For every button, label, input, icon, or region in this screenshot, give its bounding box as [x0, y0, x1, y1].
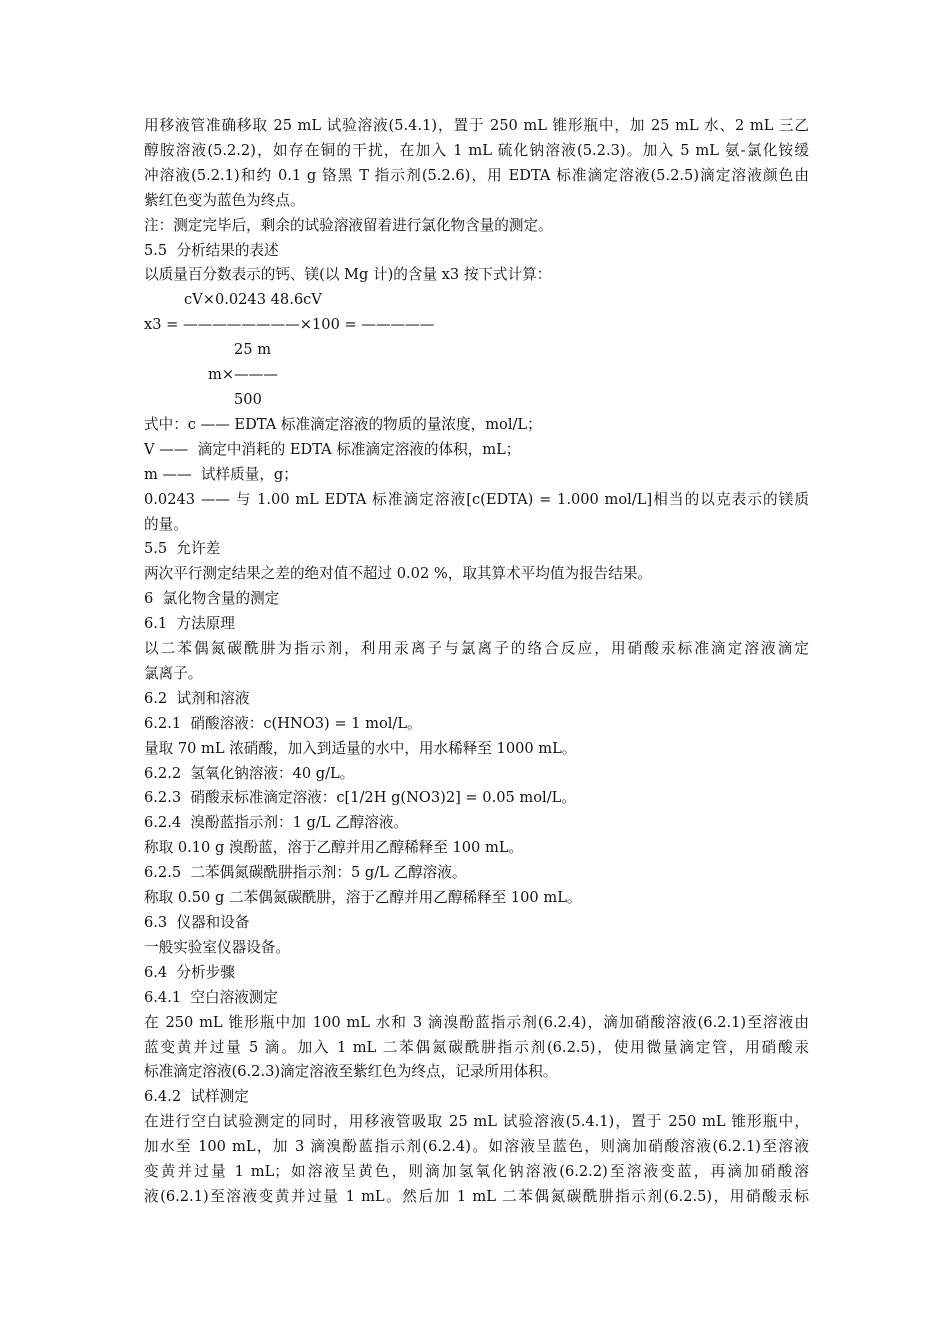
section-heading-5-5-results: 5.5 分析结果的表述 [144, 241, 279, 259]
reagent-6-2-1: 6.2.1 硝酸溶液：c(HNO3) = 1 mol/L。 [144, 714, 422, 732]
text-line: 以二苯偶氮碳酰肼为指示剂，利用汞离子与氯离子的络合反应，用硝酸汞标准滴定溶液滴定 [144, 640, 809, 658]
paragraph-blank-test [144, 1011, 809, 1086]
formula-numerator: cV×0.0243 48.6cV [184, 291, 322, 309]
reagent-6-2-3: 6.2.3 硝酸汞标准滴定溶液：c[1/2H g(NO3)2] = 0.05 mol/L。 [144, 789, 576, 807]
formula-block [144, 288, 809, 413]
text-line: 冲溶液(5.2.1)和约 0.1 g 铬黑 T 指示剂(5.2.6)，用 EDTA 标准滴定溶液(5.2.5)滴定溶液颜色由 [144, 166, 809, 184]
definition-line: m —— 试样质量，g； [144, 465, 298, 483]
formula-equation: x3 = ————————×100 = ————— [144, 316, 435, 334]
text-line: 氯离子。 [144, 664, 203, 682]
definition-line: V —— 滴定中消耗的 EDTA 标准滴定溶液的体积，mL； [144, 440, 521, 458]
reagent-6-2-1-prep: 量取 70 mL 浓硝酸，加入到适量的水中，用水稀释至 1000 mL。 [144, 739, 577, 757]
text-line: 紫红色变为蓝色为终点。 [144, 191, 305, 209]
definition-line: 式中：c —— EDTA 标准滴定溶液的物质的量浓度，mol/L； [144, 415, 542, 433]
reagent-6-2-4: 6.2.4 溴酚蓝指示剂：1 g/L 乙醇溶液。 [144, 814, 409, 832]
note-text: 注：测定完毕后，剩余的试验溶液留着进行氯化物含量的测定。 [144, 216, 553, 234]
formula-denominator-top: 25 m [234, 341, 272, 359]
formula-denominator-mid: m×——— [208, 366, 278, 384]
text-line: 蓝变黄并过量 5 滴。加入 1 mL 二苯偶氮碳酰肼指示剂(6.2.5)，使用微量滴定管，用硝酸汞 [144, 1038, 809, 1056]
section-heading-6-4-2: 6.4.2 试样测定 [144, 1088, 249, 1106]
variable-definitions [144, 413, 809, 538]
text-line: 用移液管准确移取 25 mL 试验溶液(5.4.1)，置于 250 mL 锥形瓶中，加 25 mL 水、2 mL 三乙 [144, 117, 809, 134]
reagent-6-2-5: 6.2.5 二苯偶氮碳酰肼指示剂：5 g/L 乙醇溶液。 [144, 864, 467, 882]
section-heading-6-1: 6.1 方法原理 [144, 615, 235, 633]
calculation-intro: 以质量百分数表示的钙、镁(以 Mg 计)的含量 x3 按下式计算： [144, 266, 552, 284]
section-heading-6-3: 6.3 仪器和设备 [144, 914, 250, 931]
paragraph-titration-procedure [144, 114, 809, 214]
definition-line: 0.0243 —— 与 1.00 mL EDTA 标准滴定溶液[c(EDTA) = 1.000 mol/L]相当的以克表示的镁质 [144, 490, 809, 508]
text-line: 在进行空白试验测定的同时，用移液管吸取 25 mL 试验溶液(5.4.1)，置于 250 mL 锥形瓶中， [144, 1113, 809, 1131]
text-line: 变黄并过量 1 mL；如溶液呈黄色，则滴加氢氧化钠溶液(6.2.2)至溶液变蓝，再滴加硝酸溶 [144, 1163, 809, 1181]
text-line: 液(6.2.1)至溶液变黄并过量 1 mL。然后加 1 mL 二苯偶氮碳酰肼指示剂(6.2.5)，用硝酸汞标 [144, 1187, 809, 1205]
tolerance-text: 两次平行测定结果之差的绝对值不超过 0.02 %，取其算术平均值为报告结果。 [144, 565, 653, 583]
section-heading-5-5-tolerance: 5.5 允许差 [144, 540, 221, 558]
section-heading-6-4-1: 6.4.1 空白溶液测定 [144, 988, 278, 1006]
document-page [144, 114, 809, 1210]
text-line: 加水至 100 mL，加 3 滴溴酚蓝指示剂(6.2.4)。如溶液呈蓝色，则滴加硝酸溶液(6.2.1)至溶液 [144, 1138, 809, 1156]
text-line: 标准滴定溶液(6.2.3)滴定溶液至紫红色为终点，记录所用体积。 [144, 1063, 558, 1081]
paragraph-sample-test [144, 1110, 809, 1210]
reagent-6-2-5-prep: 称取 0.50 g 二苯偶氮碳酰肼，溶于乙醇并用乙醇稀释至 100 mL。 [144, 889, 582, 907]
text-line: 醇胺溶液(5.2.2)，如存在铜的干扰，在加入 1 mL 硫化钠溶液(5.2.3)。加入 5 mL 氨-氯化铵缓 [144, 141, 809, 159]
reagent-6-2-4-prep: 称取 0.10 g 溴酚蓝，溶于乙醇并用乙醇稀释至 100 mL。 [144, 839, 524, 857]
reagent-6-2-2: 6.2.2 氢氧化钠溶液：40 g/L。 [144, 764, 355, 782]
equipment-text: 一般实验室仪器设备。 [144, 938, 290, 956]
section-heading-6: 6 氯化物含量的测定 [144, 590, 280, 608]
definition-line: 的量。 [144, 515, 188, 533]
section-heading-6-2: 6.2 试剂和溶液 [144, 689, 250, 707]
formula-denominator-bottom: 500 [234, 390, 262, 408]
paragraph-method-principle [144, 637, 809, 687]
section-heading-6-4: 6.4 分析步骤 [144, 963, 235, 981]
text-line: 在 250 mL 锥形瓶中加 100 mL 水和 3 滴溴酚蓝指示剂(6.2.4)，滴加硝酸溶液(6.2.1)至溶液由 [144, 1013, 809, 1031]
